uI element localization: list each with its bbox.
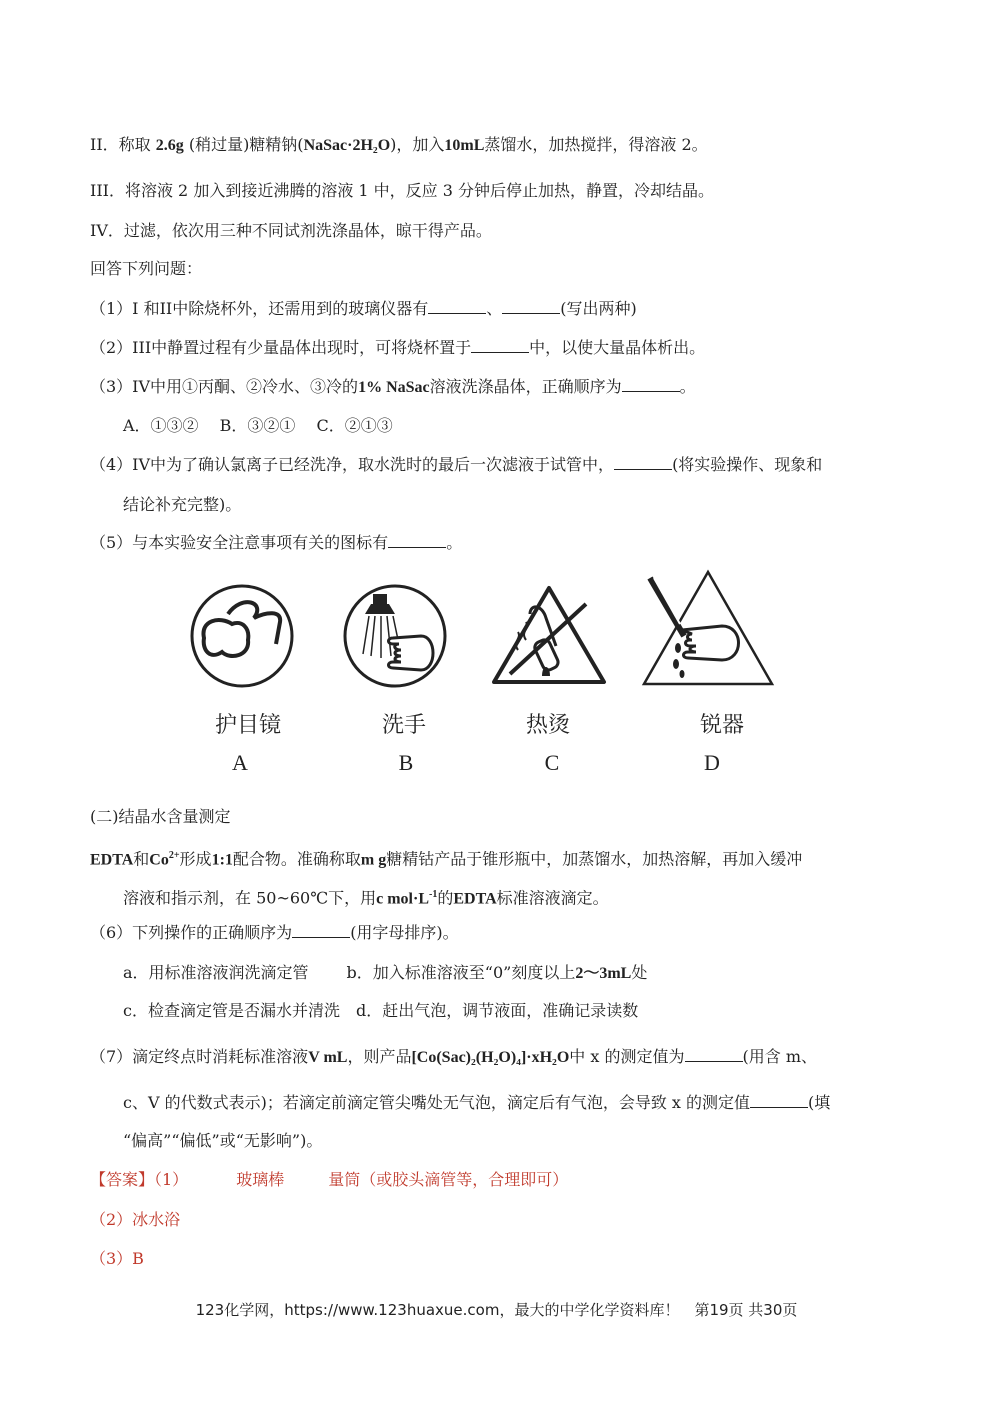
icon-caption: 热烫 [525, 713, 570, 738]
answer-blank [471, 338, 529, 353]
answer-blank [750, 1093, 808, 1108]
answer-blank [388, 533, 446, 548]
hot-surface-icon [490, 584, 608, 692]
question-6-options-row-2: c．检查滴定管是否漏水并清洗 d．赶出气泡，调节液面，准确记录读数 [123, 1001, 639, 1020]
question-7-cont-2: “偏高”“偏低”或“无影响”)。 [123, 1131, 323, 1150]
answer-blank [428, 299, 486, 314]
answer-blank [292, 923, 350, 938]
question-4: （4）IV中为了确认氯离子已经洗净，取水洗时的最后一次滤液于试管中， (将实验操作、现象和 [90, 455, 823, 474]
icon-caption: 洗手 [381, 713, 426, 738]
question-7-cont: c、V 的代数式表示)；若滴定前滴定管尖嘴处无气泡，滴定后有气泡，会导致 x 的测定值 (填 [123, 1093, 831, 1112]
edta-paragraph-1: EDTA和$Co^{2+}$形成1:1配合物。准确称取m g糖精钴产品于锥形瓶中，加蒸馏水，加热溶解，再加入缓冲 [90, 849, 803, 869]
answer-3: （3）B [90, 1249, 144, 1268]
answer-1: 【答案】（1） 玻璃棒 量筒（或胶头滴管等，合理即可） [90, 1170, 569, 1189]
edta-paragraph-2: 溶液和指示剂，在 50~60℃下，用c $mol\cdot L^{-1}$的EDTA标准溶液滴定。 [123, 888, 609, 908]
answer-blank [502, 299, 560, 314]
question-4-cont: 结论补充完整)。 [123, 495, 242, 514]
step-3-line: III．将溶液 2 加入到接近沸腾的溶液 1 中，反应 3 分钟后停止加热，静置，冷却结晶。 [90, 181, 715, 200]
questions-intro: 回答下列问题： [90, 259, 203, 278]
question-3-options: A．①③② B．③②① C．②①③ [123, 416, 393, 435]
answer-blank [614, 455, 672, 470]
question-1: （1）I 和II中除烧杯外，还需用到的玻璃仪器有 、 (写出两种) [90, 299, 637, 318]
answer-blank [622, 377, 680, 392]
hand-wash-icon [343, 584, 447, 692]
question-7: （7）滴定终点时消耗标准溶液V mL，则产品[Co(Sac)₂(H₂O)₄]·xH₂O中 x 的测定值为 (用含 m、 [90, 1047, 818, 1066]
question-6: （6）下列操作的正确顺序为 (用字母排序)。 [90, 923, 459, 942]
question-5: （5）与本实验安全注意事项有关的图标有 。 [90, 533, 463, 552]
goggles-icon [190, 584, 294, 692]
icon-caption: 护目镜 [214, 713, 281, 738]
answer-blank [685, 1047, 743, 1062]
question-6-options-row-1: a．用标准溶液润洗滴定管 b．加入标准溶液至“0”刻度以上2～3mL处 [123, 963, 648, 982]
icon-letter: C [544, 750, 560, 775]
icon-letter: B [398, 750, 414, 775]
question-2: （2）III中静置过程有少量晶体出现时，可将烧杯置于 中，以使大量晶体析出。 [90, 338, 706, 357]
section-2-heading: (二)结晶水含量测定 [90, 807, 231, 826]
page-footer: 123化学网，https://www.123huaxue.com，最大的中学化学资料库！ 第19页 共30页 [195, 1301, 798, 1319]
icon-letter: D [704, 750, 720, 775]
answer-2: （2）冰水浴 [90, 1210, 181, 1229]
sharp-object-icon [640, 568, 776, 692]
question-3: （3）IV中用①丙酮、②冷水、③冷的1% NaSac溶液洗涤晶体，正确顺序为 。 [90, 377, 696, 396]
step-2-line: II．称取 2.6g (稍过量)糖精钠(NaSac·2H₂O)，加入10mL蒸馏水，加热搅拌，得溶液 2。 [90, 135, 708, 154]
step-4-line: IV．过滤，依次用三种不同试剂洗涤晶体，晾干得产品。 [90, 221, 492, 240]
icon-caption: 锐器 [699, 713, 744, 738]
icon-letter: A [232, 750, 248, 775]
